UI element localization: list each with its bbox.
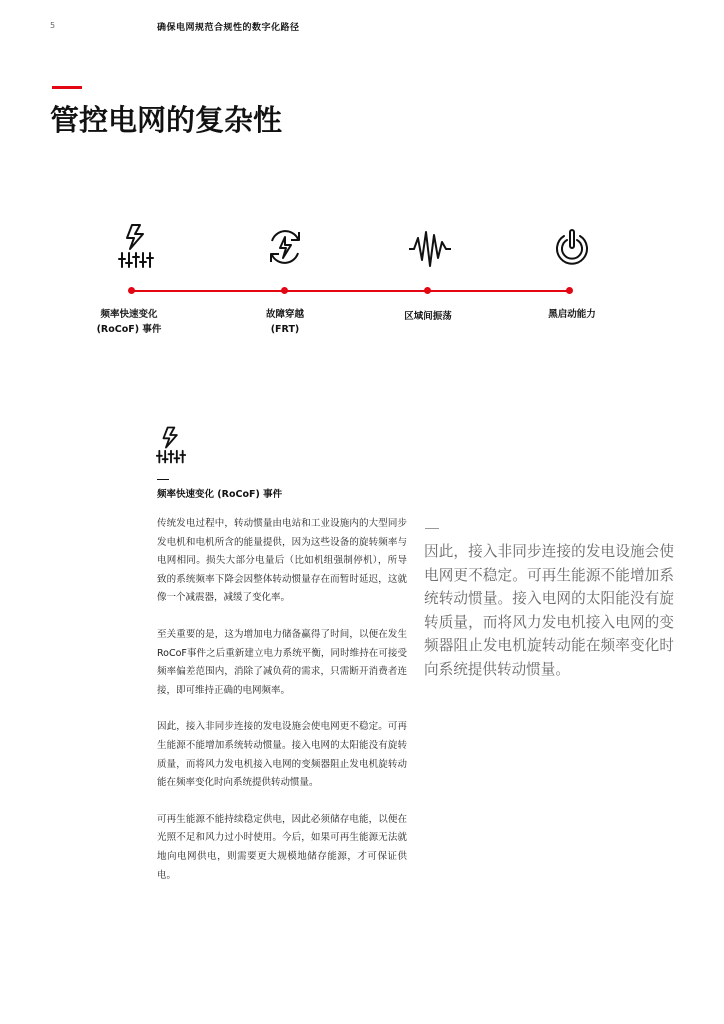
timeline-dot <box>424 287 431 294</box>
timeline-dot <box>281 287 288 294</box>
pull-quote: 因此，接入非同步连接的发电设施会使电网更不稳定。可再生能源不能增加系统转动惯量。接入电网的太阳能没有旋转质量，而将风力发电机接入电网的变频器阻止发电机旋转动能在频率变化时向系统提供转动惯量。 <box>424 543 674 678</box>
section-heading: 频率快速变化 (RoCoF) 事件 <box>157 489 283 500</box>
timeline-label-frt: 故障穿越 (FRT) <box>265 309 304 335</box>
paragraph: 可再生能源不能持续稳定供电，因此必须储存电能，以便在光照不足和风力过小时使用。今后，如果可再生能源无法就地向电网供电，则需要更大规模地储存能源，才可保证供电。 <box>157 813 407 881</box>
page-title: 管控电网的复杂性 <box>50 103 283 137</box>
oscillation-wave-icon <box>408 230 452 268</box>
section-divider <box>157 479 169 480</box>
frequency-change-icon <box>118 222 154 270</box>
timeline-dot <box>566 287 573 294</box>
frequency-change-icon <box>156 423 186 467</box>
fault-ride-through-icon <box>264 227 306 267</box>
timeline-label-black-start: 黑启动能力 <box>548 309 596 320</box>
paragraph: 至关重要的是，这为增加电力储备赢得了时间，以便在发生RoCoF事件之后重新建立电力系统平衡，同时维持在可接受频率偏差范围内，消除了减负荷的需求，只需断开消费者连接，即可维持正确的电网频率。 <box>157 628 407 696</box>
timeline-label-oscillation: 区域间振荡 <box>404 311 452 322</box>
timeline-line <box>132 290 570 292</box>
body-text <box>157 515 407 903</box>
paragraph: 因此，接入非同步连接的发电设施会使电网更不稳定。可再生能源不能增加系统转动惯量。接入电网的太阳能没有旋转质量，而将风力发电机接入电网的变频器阻止发电机旋转动能在频率变化时向系统提供转动惯量。 <box>157 721 407 789</box>
quote-divider <box>425 528 439 529</box>
timeline-dot <box>128 287 135 294</box>
timeline <box>0 0 724 360</box>
paragraph: 传统发电过程中，转动惯量由电站和工业设施内的大型同步发电机和电机所含的能量提供，因为这些设备的旋转频率与电网相同。损失大部分电量后（比如机组强制停机），所导致的系统频率下降会因整体转动惯量存在而暂时延迟，这就像一个减震器，减缓了变化率。 <box>157 518 407 604</box>
page-number: 5 <box>50 21 56 30</box>
timeline-label-rocof: 频率快速变化 (RoCoF) 事件 <box>96 309 162 335</box>
power-button-icon <box>552 228 592 268</box>
running-title: 确保电网规范合规性的数字化路径 <box>157 23 300 33</box>
